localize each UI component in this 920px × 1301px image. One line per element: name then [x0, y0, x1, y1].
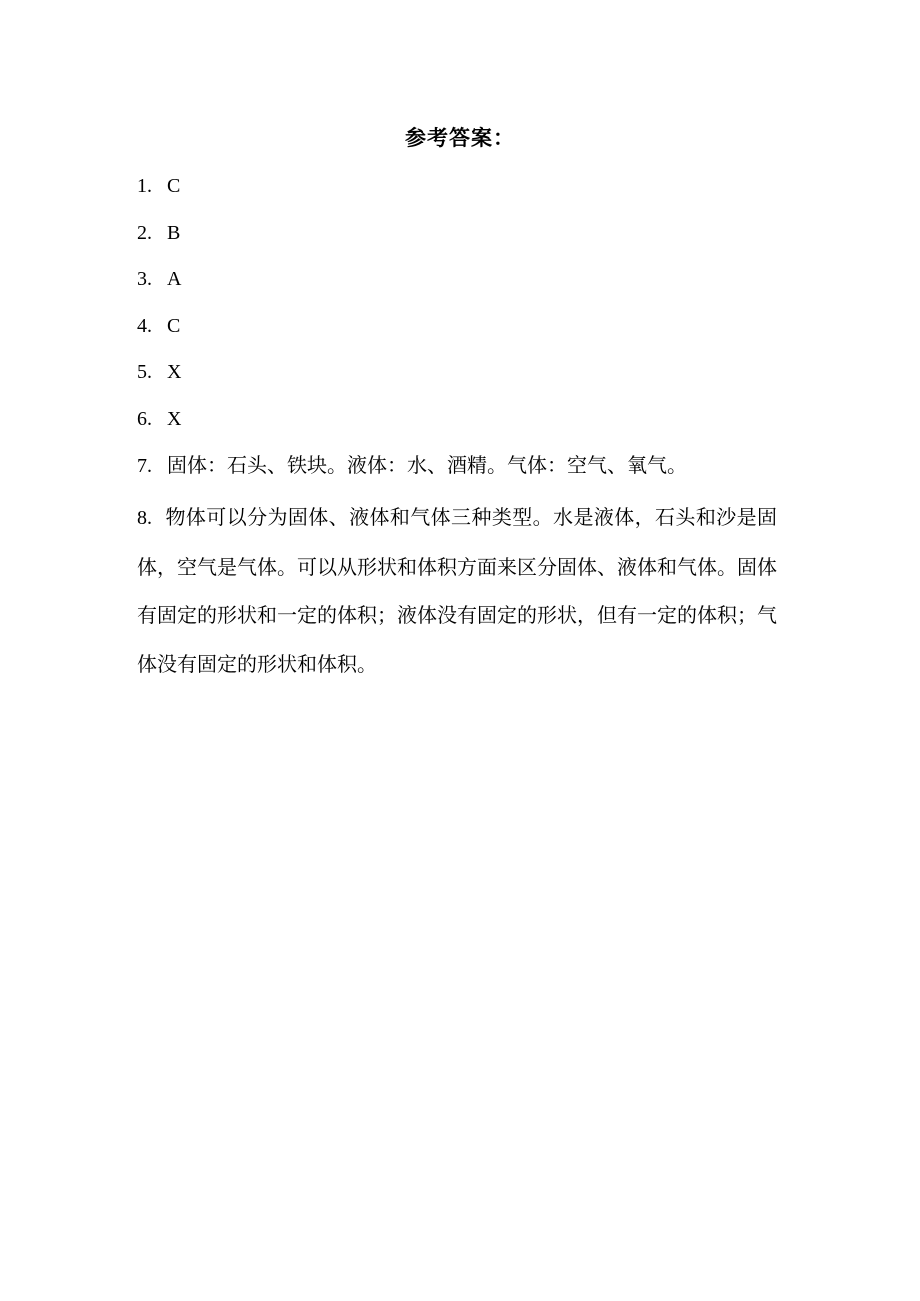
answer-number: 4. [137, 314, 152, 337]
answer-number: 7. [137, 455, 152, 477]
answer-item-7 [137, 450, 777, 497]
answer-number: 6. [137, 407, 152, 430]
long-answer-text: 物体可以分为固体、液体和气体三种类型。水是液体，石头和沙是固体，空气是气体。可以从形状和体积方面来区分固体、液体和气体。固体有固定的形状和一定的体积；液体没有固定的形状，但有一定的体积；气体没有固定的形状和体积。 [137, 505, 778, 677]
answer-number: 2. [137, 221, 152, 244]
answer-item-1 [137, 171, 777, 218]
page-title: 参考答案： [405, 125, 515, 150]
answer-item-3 [137, 264, 777, 311]
long-answer-paragraph [137, 493, 777, 689]
answer-text: 固体：石头、铁块。液体：水、酒精。气体：空气、氧气。 [167, 453, 687, 477]
answer-text: B [167, 221, 181, 244]
answer-number: 8. [137, 507, 152, 529]
answer-item-4 [137, 311, 777, 358]
answer-list [137, 171, 777, 497]
answer-text: X [167, 407, 182, 430]
answer-item-6 [137, 404, 777, 451]
answer-text: C [167, 314, 181, 337]
answer-item-2 [137, 218, 777, 265]
answer-item-5 [137, 357, 777, 404]
answer-number: 1. [137, 175, 152, 197]
answer-text: A [167, 268, 182, 290]
answer-number: 5. [137, 361, 152, 383]
answer-text: C [167, 175, 181, 197]
answer-number: 3. [137, 268, 152, 290]
answer-text: X [167, 361, 182, 383]
